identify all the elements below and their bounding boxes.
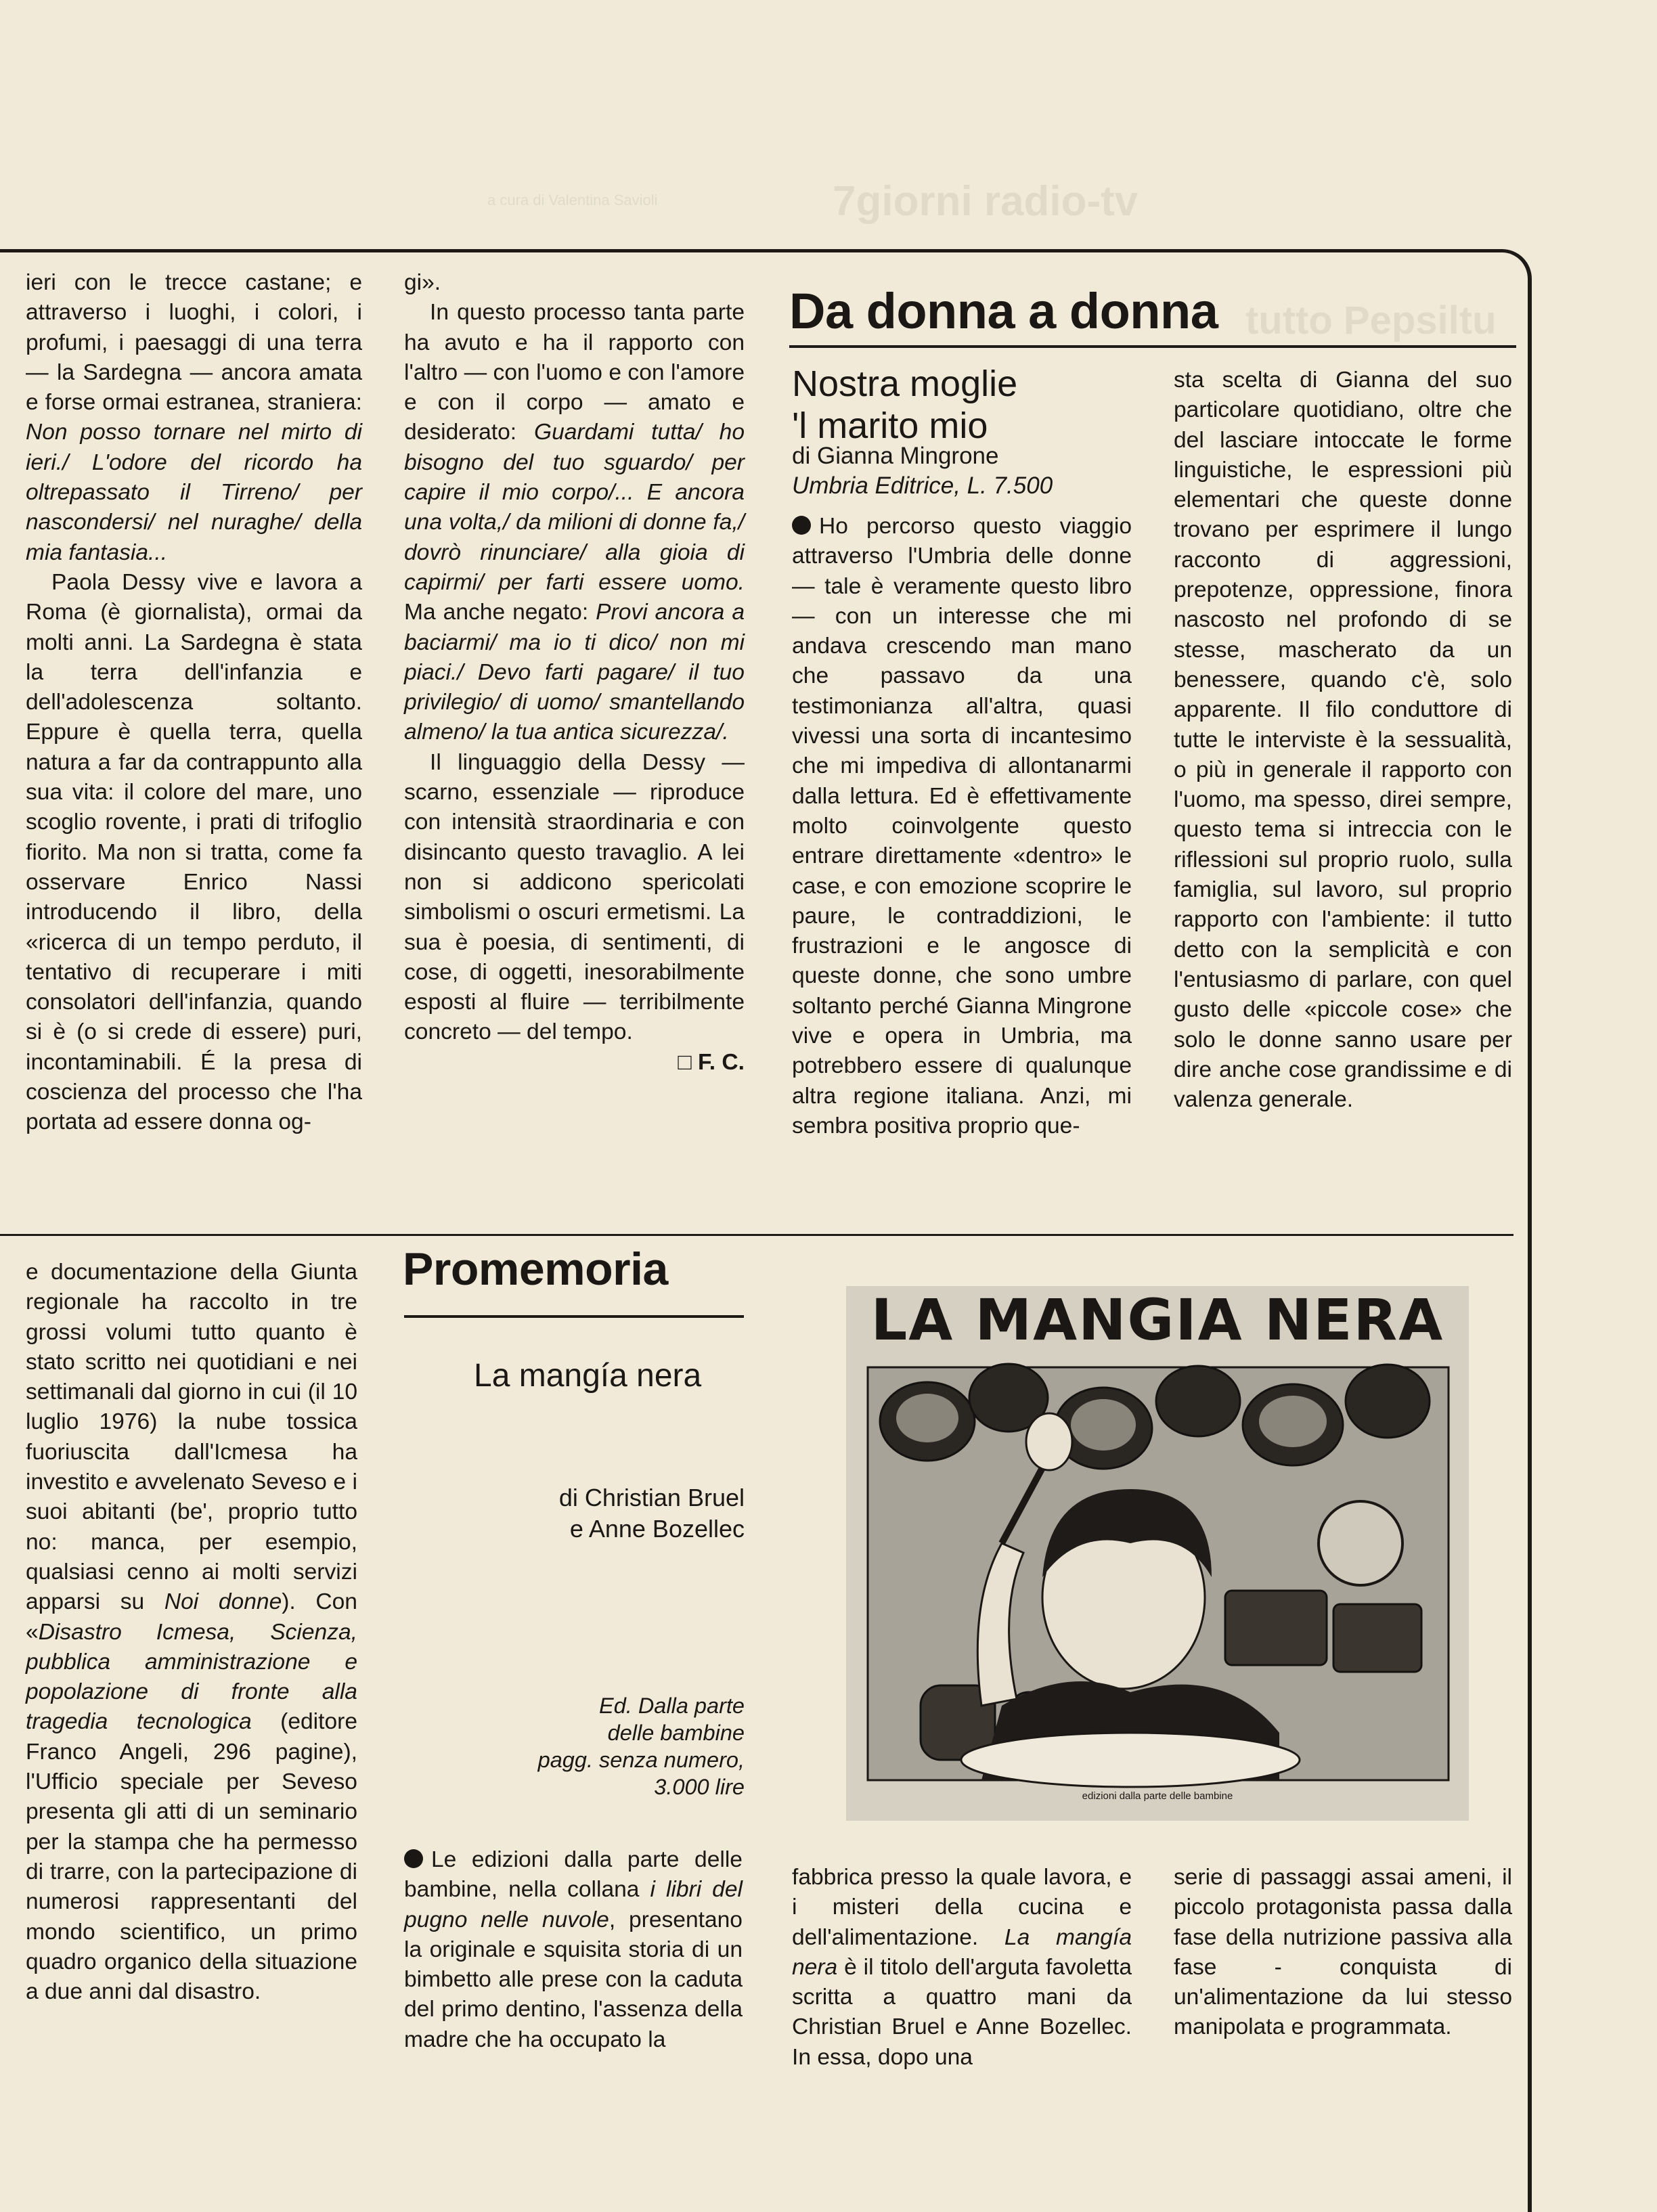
promemoria-book-title: La mangía nera xyxy=(474,1358,702,1394)
seveso-column xyxy=(26,1258,357,2007)
cover-title: LA MANGIA NERA xyxy=(870,1287,1444,1353)
dessy-text-2b: Ma anche negato: xyxy=(404,600,596,625)
dessy-paragraph-3: Il linguaggio della Dessy — scarno, essenziale — riproduce con intensità straordinaria e con disincanto questo travaglio. A lei non si addicono spericolati simbolismi o oscuri ermetismi. La sua è poesia, di sentimenti, di cose, di oggetti, inesorabilmente esposti al fluire — terribilmente concreto — del tempo. xyxy=(404,749,745,1045)
book-title-line-2: 'l marito mio xyxy=(792,405,988,446)
ghost-header-sub: a cura di Valentina Savioli xyxy=(487,192,658,208)
promemoria-series: i libri del pugno nelle nuvole xyxy=(404,1877,743,1932)
dessy-quote-3: Provi ancora a baciarmi/ ma io ti dico/ non mi piaci./ Devo farti pagare/ il tuo privilegio/ di uomo/ smantellando almeno/ la tua antica sicurezza/. xyxy=(404,600,745,745)
top-rule xyxy=(0,249,778,252)
promemoria-text-3: serie di passaggi assai ameni, il piccolo protagonista passa dalla fase della nutrizione passiva alla fase - conquista di un'alimentazione da lui stesso manipolata e programmata. xyxy=(1174,1865,1512,2040)
dessy-quote-1: Non posso tornare nel mirto di ieri./ L'odore del ricordo ha oltrepassato il Tirreno/ per nascondersi/ nel nuraghe/ della mia fantasia... xyxy=(26,420,362,565)
promemoria-inline-title: La mangía nera xyxy=(792,1924,1132,1980)
review-text-1: Ho percorso questo viaggio attraverso l'Umbria delle donne — tale è veramente questo libro — con un interesse che mi andava crescendo man mano che passavo da una testimonianza all'altra, quasi vivessi una sorta di incantesimo che mi impediva di allontanarmi dalla lettura. Ed è effettivamente molto coinvolgente questo entrare direttamente «dentro» le case, e con emozione scoprire le paure, le contraddizioni, le frustrazioni e le angosce di queste donne, che sono umbre soltanto perché Gianna Mingrone vive e opera in Umbria, ma potrebbero essere di qualunque altra regione italiana. Anzi, mi sembra positiva proprio que- xyxy=(792,514,1132,1138)
promemoria-column-2 xyxy=(792,1863,1132,2073)
book-publisher: Umbria Editrice, L. 7.500 xyxy=(792,472,1053,499)
book-cover-illustration xyxy=(846,1286,1469,1821)
cover-credit: edizioni dalla parte delle bambine xyxy=(1082,1790,1233,1802)
review-column-2 xyxy=(1174,366,1512,1115)
seveso-text-b: ). Con « xyxy=(26,1589,357,1645)
section-header: Da donna a donna xyxy=(789,283,1218,339)
review-column-1 xyxy=(792,512,1132,1141)
book-author: di Gianna Mingrone xyxy=(792,443,999,469)
promemoria-edition-2: delle bambine xyxy=(607,1721,745,1745)
promemoria-rule xyxy=(404,1315,744,1318)
bullet-icon xyxy=(404,1849,423,1868)
dessy-text-gi: gi». xyxy=(404,270,441,295)
promemoria-header: Promemoria xyxy=(403,1243,668,1295)
promemoria-text-1a: Le edizioni dalla parte delle bambine, nella collana xyxy=(404,1847,743,1903)
dessy-text-1: ieri con le trecce castane; e attraverso i luoghi, i colori, i profumi, i paesaggi di una terra — la Sardegna — ancora amata e forse ormai estranea, straniera: xyxy=(26,270,362,416)
promemoria-author-2: e Anne Bozellec xyxy=(569,1515,745,1543)
promemoria-authors xyxy=(474,1482,745,1545)
promemoria-author-1: di Christian Bruel xyxy=(558,1484,745,1511)
seveso-text-a: e documentazione della Giunta regionale ha raccolto in tre grossi volumi tutto quanto è stato scritto nei quotidiani e nei settimanali dal giorno in cui (il 10 luglio 1976) la nube tossica fuoriuscita dall'Icmesa ha investito e avvelenato Seveso e i suoi abitanti (be', proprio tutto no: manca, per esempio, qualsiasi cenno ai molti servizi apparsi su xyxy=(26,1260,357,1615)
dessy-text-2a: In questo processo tanta parte ha avuto e ha il rapporto con l'altro — con l'uomo e con l'amore e con il corpo — amato e desiderato: xyxy=(404,300,745,445)
ghost-bleed-text: tutto Pepsiltu xyxy=(1245,298,1497,342)
cover-drawing xyxy=(846,1286,1469,1821)
book-title xyxy=(792,363,1017,447)
ghost-header-title: 7giorni radio-tv xyxy=(833,178,1139,225)
seveso-text-c: (editore Franco Angeli, 296 pagine), l'Ufficio speciale per Seveso presenta gli atti di un seminario per la stampa che ha permesso di trarre, con la partecipazione di numerosi rappresentanti del mondo scientifico, un primo quadro organico della situazione a due anni dal disastro. xyxy=(26,1709,357,2005)
promemoria-column-3 xyxy=(1174,1863,1512,2043)
dessy-signature: □ F. C. xyxy=(678,1049,745,1075)
book-byline xyxy=(792,441,1053,501)
promemoria-text-2a: fabbrica presso la quale lavora, e i misteri della cucina e dell'alimentazione. xyxy=(792,1865,1132,1950)
middle-rule xyxy=(0,1234,1514,1236)
section-header-rule xyxy=(789,345,1516,348)
promemoria-edition-4: 3.000 lire xyxy=(654,1775,745,1799)
dessy-column-2 xyxy=(404,268,745,1078)
review-text-2: sta scelta di Gianna del suo particolare quotidiano, oltre che del lasciare intoccate le forme linguistiche, le espressioni più elementari che queste donne trovano per esprimere il lungo racconto di aggressioni, prepotenze, oppressione, finora nascosto nel profondo di se stesse, mascherato da un benessere, quando c'è, solo apparente. Il filo conduttore di tutte le interviste è la sessualità, o più in generale il rapporto con l'uomo, ma spesso, direi sempre, questo tema si intreccia con le riflessioni sul proprio ruolo, sulla famiglia, sul lavoro, sul proprio rapporto con l'ambiente: il tutto detto con la semplicità e con l'entusiasmo di parlare, con quel gusto delle «piccole cose» che solo le donne sanno usare per dire anche cose grandissime e di valenza generale. xyxy=(1174,368,1512,1113)
promemoria-edition-3: pagg. senza numero, xyxy=(537,1748,745,1772)
promemoria-text-2b: è il titolo dell'arguta favoletta scritta a quattro mani da Christian Bruel e Anne Bozellec. In essa, dopo una xyxy=(792,1954,1132,2070)
dessy-column-1 xyxy=(26,268,362,1138)
dessy-quote-2: Guardami tutta/ ho bisogno del tuo sguardo/ per capire il mio corpo/... E ancora una volta,/ da milioni di donne fa,/ dovrò rinunciare/ alla gioia di capirmi/ per farti essere uomo. xyxy=(404,420,745,595)
promemoria-edition xyxy=(474,1692,745,1800)
promemoria-edition-1: Ed. Dalla parte xyxy=(599,1694,745,1718)
seveso-noi-donne: Noi donne xyxy=(164,1589,282,1615)
promemoria-column-1 xyxy=(404,1845,743,2055)
seveso-book-title: Disastro Icmesa, Scienza, pubblica amministrazione e popolazione di fronte alla tragedia tecnologica xyxy=(26,1619,357,1735)
dessy-paragraph-2: Paola Dessy vive e lavora a Roma (è giornalista), ormai da molti anni. La Sardegna è stata la terra dell'infanzia e dell'adolescenza soltanto. Eppure è quella terra, quella natura a far da contrappunto alla sua vita: il colore del mare, uno scoglio rovente, i prati di trifoglio fiorito. Ma non si tratta, come fa osservare Enrico Nassi introducendo il libro, della «ricerca di un tempo perduto, il tentativo di recuperare i miti consolatori dell'infanzia, quando si è (o si crede di essere) puri, incontaminabili. É la presa di coscienza del processo che l'ha portata ad essere donna og- xyxy=(26,569,362,1135)
promemoria-text-1b: , presentano la originale e squisita storia di un bimbetto alle prese con la caduta del primo dentino, l'assenza della madre che ha occupato la xyxy=(404,1907,743,2052)
bullet-icon xyxy=(792,516,811,535)
book-title-line-1: Nostra moglie xyxy=(792,363,1018,404)
